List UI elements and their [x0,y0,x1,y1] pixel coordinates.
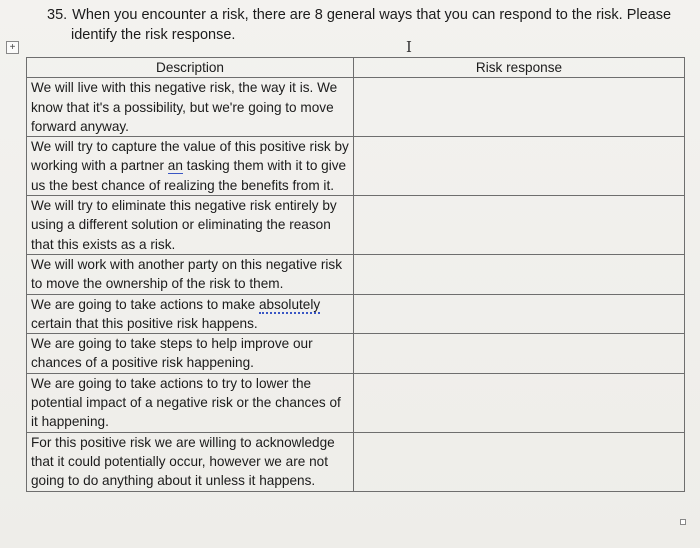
table-row [27,196,685,255]
table-resize-handle-icon[interactable] [680,519,686,525]
table-row [27,334,685,374]
risk-response-cell[interactable] [354,196,685,255]
risk-response-cell[interactable] [354,254,685,294]
row-description: We will live with this negative risk, the way it is. We know that it's a possibility, but we're going to move forward anyway. [27,78,354,137]
question-line-1: When you encounter a risk, there are 8 general ways that you can respond to the risk. Please [72,7,672,23]
table-row [27,78,685,137]
risk-response-table [26,57,685,492]
table-row [27,432,685,491]
table-row [27,294,685,334]
risk-response-cell[interactable] [354,137,685,196]
row-description: We will try to capture the value of this positive risk by working with a partner an tasking them with it to give us the best chance of realizing the benefits from it. [27,137,354,196]
spelling-flag: absolutely [258,296,321,312]
row-description: We will work with another party on this negative risk to move the ownership of the risk to them. [27,254,354,294]
header-risk-response: Risk response [354,58,685,78]
risk-response-cell[interactable] [354,78,685,137]
risk-response-cell[interactable] [354,294,685,334]
risk-response-cell[interactable] [354,334,685,374]
table-row [27,137,685,196]
header-description: Description [27,58,354,78]
table-move-handle-icon[interactable]: + [6,41,19,54]
risk-response-cell[interactable] [354,373,685,432]
row-description: We are going to take actions to make absolutely certain that this positive risk happens. [27,294,354,334]
question-text [47,5,677,45]
table-header-row [27,58,685,78]
question-number: 35. [47,7,68,23]
risk-response-cell[interactable] [354,432,685,491]
row-description: We are going to take steps to help improve our chances of a positive risk happening. [27,334,354,374]
table-row [27,373,685,432]
row-description: For this positive risk we are willing to acknowledge that it could potentially occur, however we are not going to do anything about it unless it happens. [27,432,354,491]
row-description: We will try to eliminate this negative risk entirely by using a different solution or eliminating the reason that this exists as a risk. [27,196,354,255]
text-cursor-icon: I [406,38,412,56]
grammar-flag: an [167,158,183,174]
table-row [27,254,685,294]
row-description: We are going to take actions to try to lower the potential impact of a negative risk or the chances of it happening. [27,373,354,432]
question-line-2: identify the risk response. [71,27,236,43]
